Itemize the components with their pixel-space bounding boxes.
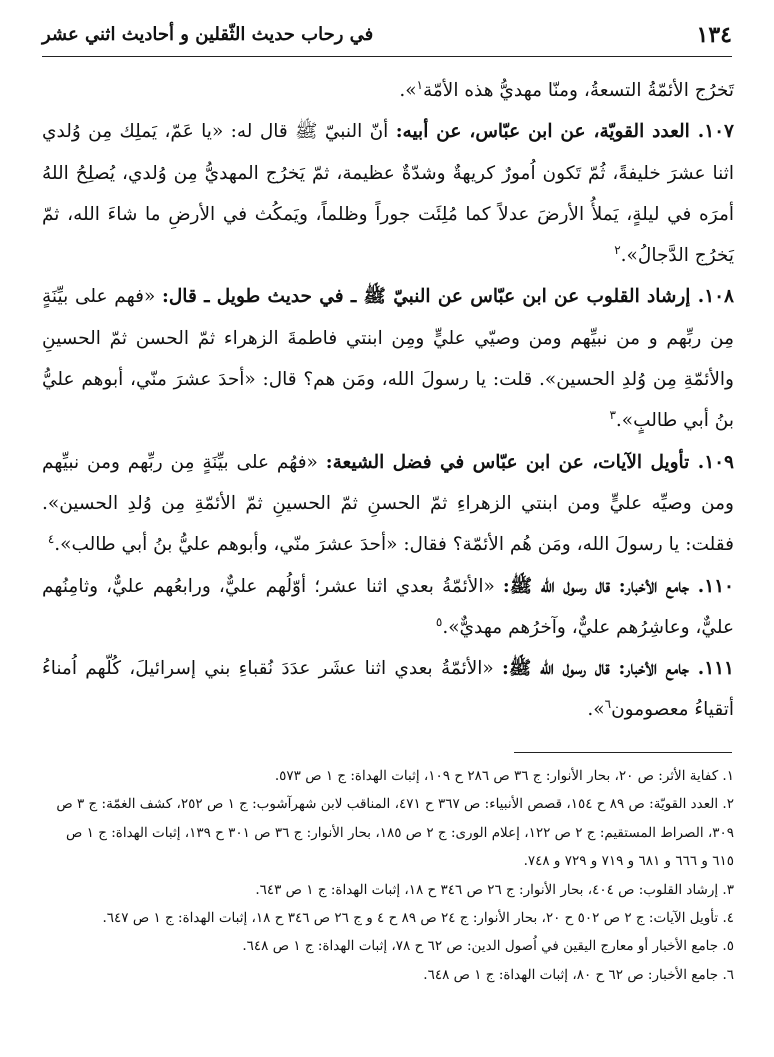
hadith-reference: ١١١. جامع الأخبار: قال رسول الله ﷺ:	[502, 658, 734, 680]
paragraph-tail: ».	[587, 699, 605, 721]
hadith-reference: ١٠٧. العدد القويّة، عن ابن عبّاس، عن أبيه:	[395, 121, 734, 143]
footnote-3: ٣. إرشاد القلوب: ص ٤٠٤، بحار الأنوار: ج ٢٦ ص ٣٤٦ ح ١٨، إثبات الهداة: ج ١ ص ٦٤٣.	[255, 881, 734, 898]
footnote-4: ٤. تأويل الآيات: ج ٢ ص ٥٠٢ ح ٢٠، بحار الأنوار: ج ٢٤ ص ٨٩ ح ٤ و ج ٢٦ ص ٣٤٦ ح ١٨، إثبات الهداة: ج ١ ص ٦٤٧.	[102, 910, 734, 927]
hadith-text: «الأئمّةُ بعدي اثنا عشر؛ أوّلُهم عليٌّ، ورابعُهم عليٌّ، وثامِنُهم عليٌّ، وعاشِرُهم عليٌّ، وآخرُهم مهديٌّ».	[42, 575, 734, 638]
footnote-6: ٦. جامع الأخبار: ص ٦٢ ح ٨٠، إثبات الهداة: ج ١ ص ٦٤٨.	[423, 966, 734, 983]
paragraph-tail: ».	[399, 80, 417, 101]
hadith-110	[42, 566, 734, 649]
hadith-reference: ١٠٩. تأويل الآيات، عن ابن عبّاس في فضل الشيعة:	[325, 451, 734, 473]
footnote-marker: ٥	[435, 614, 443, 629]
hadith-107	[42, 111, 734, 276]
hadith-109	[42, 442, 734, 566]
paragraph-continuation	[42, 70, 734, 111]
footnote-5: ٥. جامع الأخبار أو معارج اليقين في اُصول الدين: ص ٦٢ ح ٧٨، إثبات الهداة: ج ١ ص ٦٤٨.	[242, 938, 734, 955]
footnote-1: ١. كفاية الأثر: ص ٢٠، بحار الأنوار: ج ٣٦ ص ٢٨٦ ح ١٠٩، إثبات الهداة: ج ١ ص ٥٧٣.	[274, 768, 734, 784]
footnote-marker: ٢	[614, 243, 621, 258]
footnotes	[42, 762, 734, 989]
hadith-reference: ١٠٨. إرشاد القلوب عن ابن عبّاس عن النبيّ ﷺ ـ في حديث طويل ـ قال:	[162, 286, 734, 308]
hadith-text: أنّ النبيّ ﷺ قال له: «يا عَمّ، يَملِك مِن وُلدي اثنا عشرَ خليفةً، ثُمّ تَكون اُمورٌ كريهةٌ وشدّةٌ عظيمة، ثمّ يَخرُج المهديُّ مِن وُلدي، يُصلِحُ اللهُ أمرَه في ليلةٍ، يَملأُ الأرضَ عدلاً كما مُلِئَت جوراً وظلماً، ويَمكُث في الأرضِ ما شاءَ الله، ثمّ يَخرُج الدَّجالُ».	[42, 121, 734, 267]
hadith-text: «الأئمّةُ بعدي اثنا عشَر عدَدَ نُقباءِ بني إسرائيلَ، كُلّهم اُمناءُ أتقياءُ معصومون	[42, 658, 734, 721]
hadith-text: «فهم على بيِّنَةٍ مِن ربِّهم و من نبيِّهم ومن وصيّي عليٍّ ومِن ابنتي فاطمةَ الزهراء ثمّ الحسن ثمّ الحسينِ والأئمّةِ مِن وُلدِ الحسين». قلت: يا رسولَ الله، ومَن هم؟ قال: «أحدَ عشرَ منّي، أبوهم عليُّ بنُ أبي طالبٍ».	[42, 286, 734, 432]
footnote-marker: ١	[416, 77, 423, 92]
footnote-marker: ٣	[609, 408, 616, 423]
header-divider	[42, 56, 732, 57]
main-text	[42, 70, 734, 731]
paragraph-text: تَخرُج الأئمّةُ التسعةُ، ومنّا مهديُّ هذه الأمّة	[422, 80, 734, 101]
hadith-reference: ١١٠. جامع الأخبار: قال رسول الله ﷺ:	[502, 575, 734, 597]
hadith-text: «فهُم على بيِّنَةٍ مِن ربِّهم ومن نبيِّهم ومن وصيِّه عليٍّ ومن ابنتي الزهراءِ ثمّ الحسنِ ثمّ الحسينِ ثمّ الأئمّةِ مِن وُلدِ الحسين». فقلت: يا رسولَ الله، ومَن هُم الأئمّة؟ فقال: «أحدَ عشرَ منّي، وأبوهم عليُّ بنُ أبي طالب».	[42, 451, 734, 556]
footnote-marker: ٦	[604, 697, 612, 712]
hadith-111	[42, 648, 734, 731]
running-title: في رحاب حديث الثّقلين و أحاديث اثني عشر	[42, 24, 374, 45]
hadith-108	[42, 276, 734, 441]
footnote-2: ٢. العدد القويّة: ص ٨٩ ح ١٥٤، قصص الأنبياء: ص ٣٦٧ ح ٤٧١، المناقب لابن شهرآشوب: ج ١ ص ٢٥٢، كشف الغمّة: ج ٣ ص ٣٠٩، الصراط المستقيم: ج ٢ ص ١٢٢، إعلام الورى: ج ٢ ص ١٨٥، بحار الأنوار: ج ٣٦ ص ٣٠١ ح ١٣٩، إثبات الهداة: ج ١ ص ٦١٥ و ٦٦٦ و ٦٨١ و ٧١٩ و ٧٢٩ و ٧٤٨.	[56, 796, 734, 870]
page-number: ١٣٤	[696, 22, 732, 48]
footnote-marker: ٤	[47, 532, 55, 547]
footnotes-divider	[514, 752, 732, 753]
page-header	[42, 22, 732, 52]
